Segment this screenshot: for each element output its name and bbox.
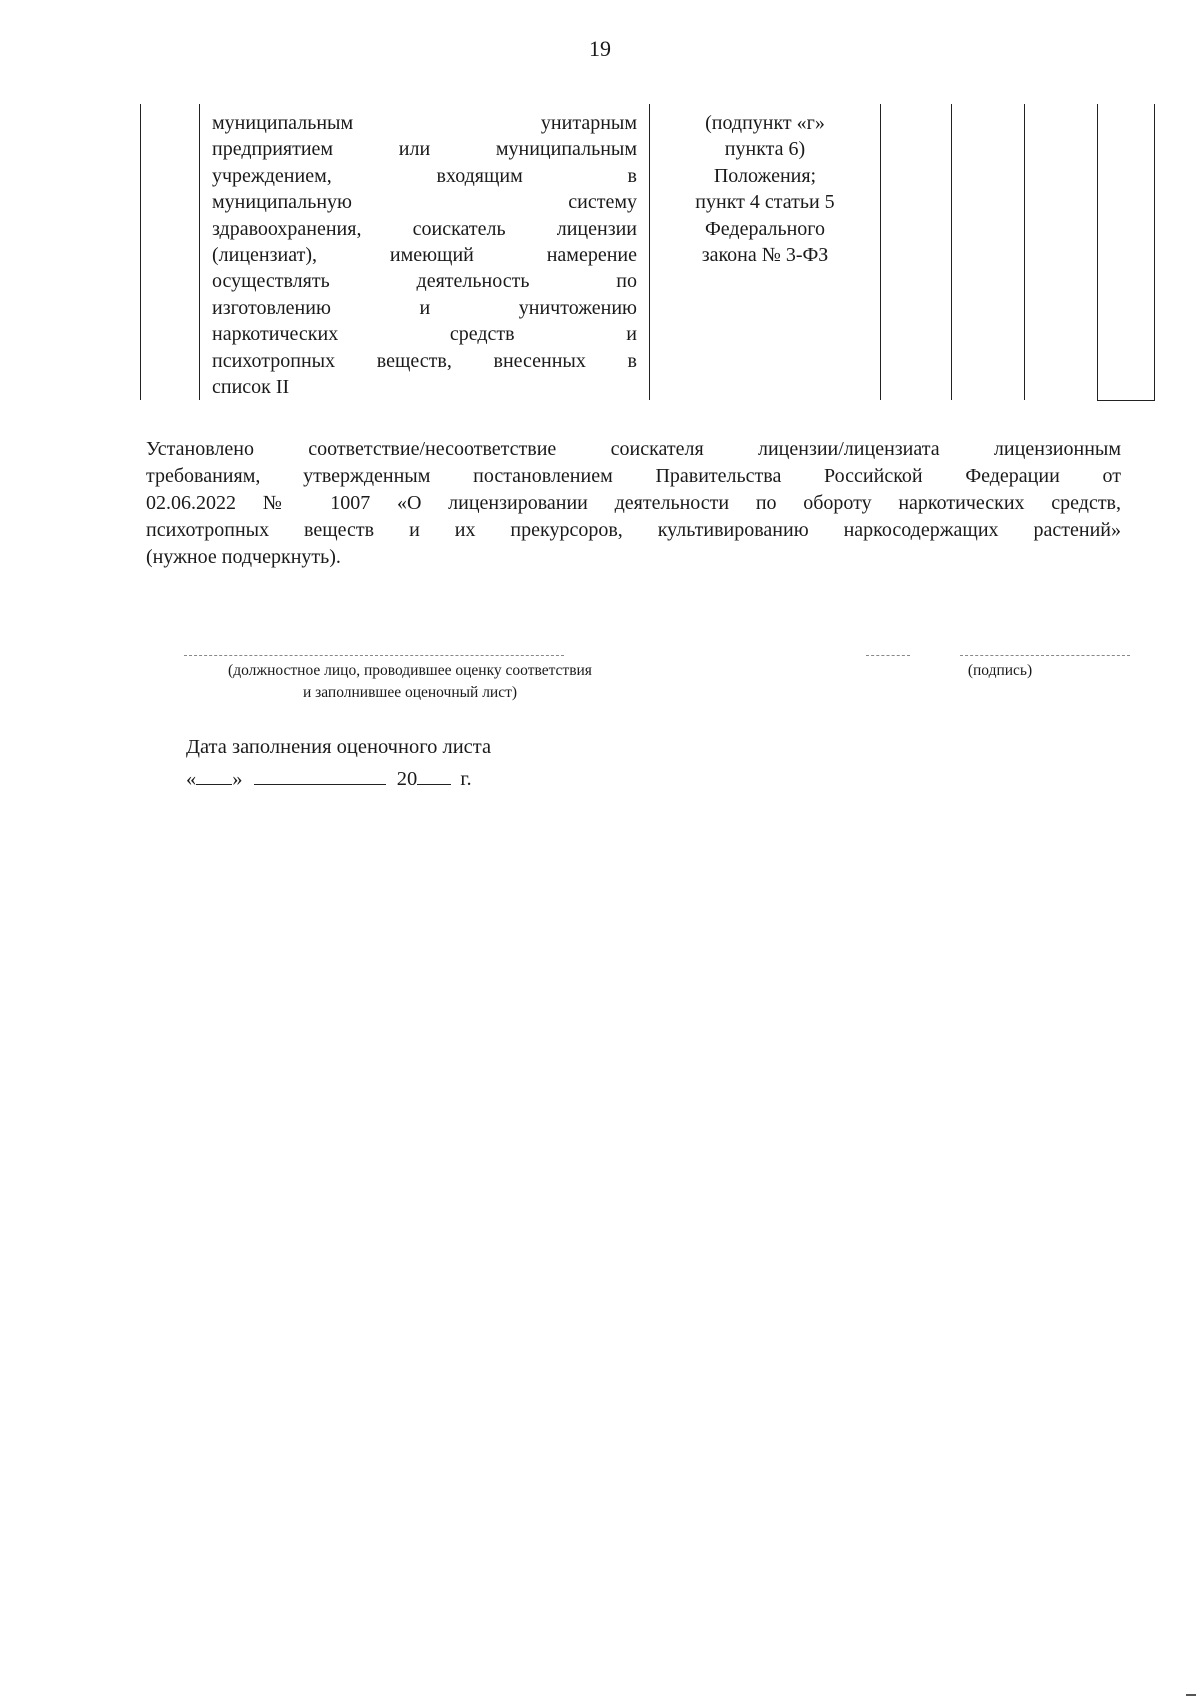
assessment-cell-notes <box>1098 104 1155 400</box>
assessment-cell-no <box>952 104 1025 400</box>
month-blank <box>254 766 386 785</box>
requirement-text-line: наркотических средств и <box>212 323 637 346</box>
conclusion-line: требованиям, утвержденным постановлением Правительства Российской Федерации от <box>146 465 1121 487</box>
requirement-text-line: психотропных веществ, внесенных в <box>212 349 637 372</box>
requirement-text-line: (лицензиат), имеющий намерение <box>212 244 637 267</box>
assessment-cell-yes <box>881 104 952 400</box>
scan-corner-mark <box>1186 1694 1196 1696</box>
day-blank <box>196 766 232 785</box>
year-suffix: г. <box>460 768 472 790</box>
table-row <box>141 104 1155 400</box>
item-number-cell <box>141 104 200 400</box>
legal-reference-line: Федерального <box>704 217 826 240</box>
legal-reference-line: (подпункт «г» <box>705 112 825 134</box>
official-caption-line: и заполнившее оценочный лист) <box>302 684 518 701</box>
signature-line-fragment <box>866 655 910 656</box>
legal-reference-line: пункта 6) <box>724 138 806 161</box>
conclusion-line: 02.06.2022 № 1007 «О лицензировании деятельности по обороту наркотических средств, <box>146 492 1121 514</box>
date-label: Дата заполнения оценочного листа <box>186 736 492 758</box>
close-quote: » <box>232 768 243 790</box>
legal-reference-line: Положения; <box>713 164 817 187</box>
conclusion-line: Установлено соответствие/несоответствие соискателя лицензии/лицензиата лицензионным <box>146 438 1121 460</box>
requirement-text-line: муниципальную систему <box>212 191 637 214</box>
year-prefix: 20 <box>396 768 418 790</box>
official-caption-line: (должностное лицо, проводившее оценку соответствия <box>228 662 592 679</box>
page-number: 19 <box>589 36 611 61</box>
legal-reference-cell <box>650 104 881 400</box>
requirements-table <box>140 104 1155 401</box>
requirement-text-line: учреждением, входящим в <box>212 164 637 187</box>
assessment-cell-na <box>1025 104 1098 400</box>
legal-reference-line: пункт 4 статьи 5 <box>695 191 835 214</box>
requirement-text-line: муниципальным унитарным <box>212 112 637 134</box>
requirement-text-line: предприятием или муниципальным <box>212 138 637 161</box>
official-caption <box>150 660 670 704</box>
requirement-text-line: осуществлять деятельность по <box>212 270 637 293</box>
official-signature-line <box>184 655 564 656</box>
requirement-text-line: здравоохранения, соискатель лицензии <box>212 217 637 240</box>
requirement-cell <box>200 104 650 400</box>
conclusion-line: психотропных веществ и их прекурсоров, культивированию наркосодержащих растений» <box>146 519 1121 541</box>
conclusion-line: (нужное подчеркнуть). <box>146 546 341 568</box>
year-blank <box>417 766 451 785</box>
requirement-text-line: изготовлению и уничтожению <box>212 296 637 319</box>
legal-reference-line: закона № 3-ФЗ <box>701 244 829 267</box>
open-quote: « <box>186 768 197 790</box>
date-fill-row <box>186 766 472 791</box>
conclusion-paragraph <box>146 436 1121 571</box>
signature-line <box>960 655 1130 656</box>
signature-caption: (подпись) <box>967 662 1033 679</box>
requirement-text-line: список II <box>212 376 290 399</box>
